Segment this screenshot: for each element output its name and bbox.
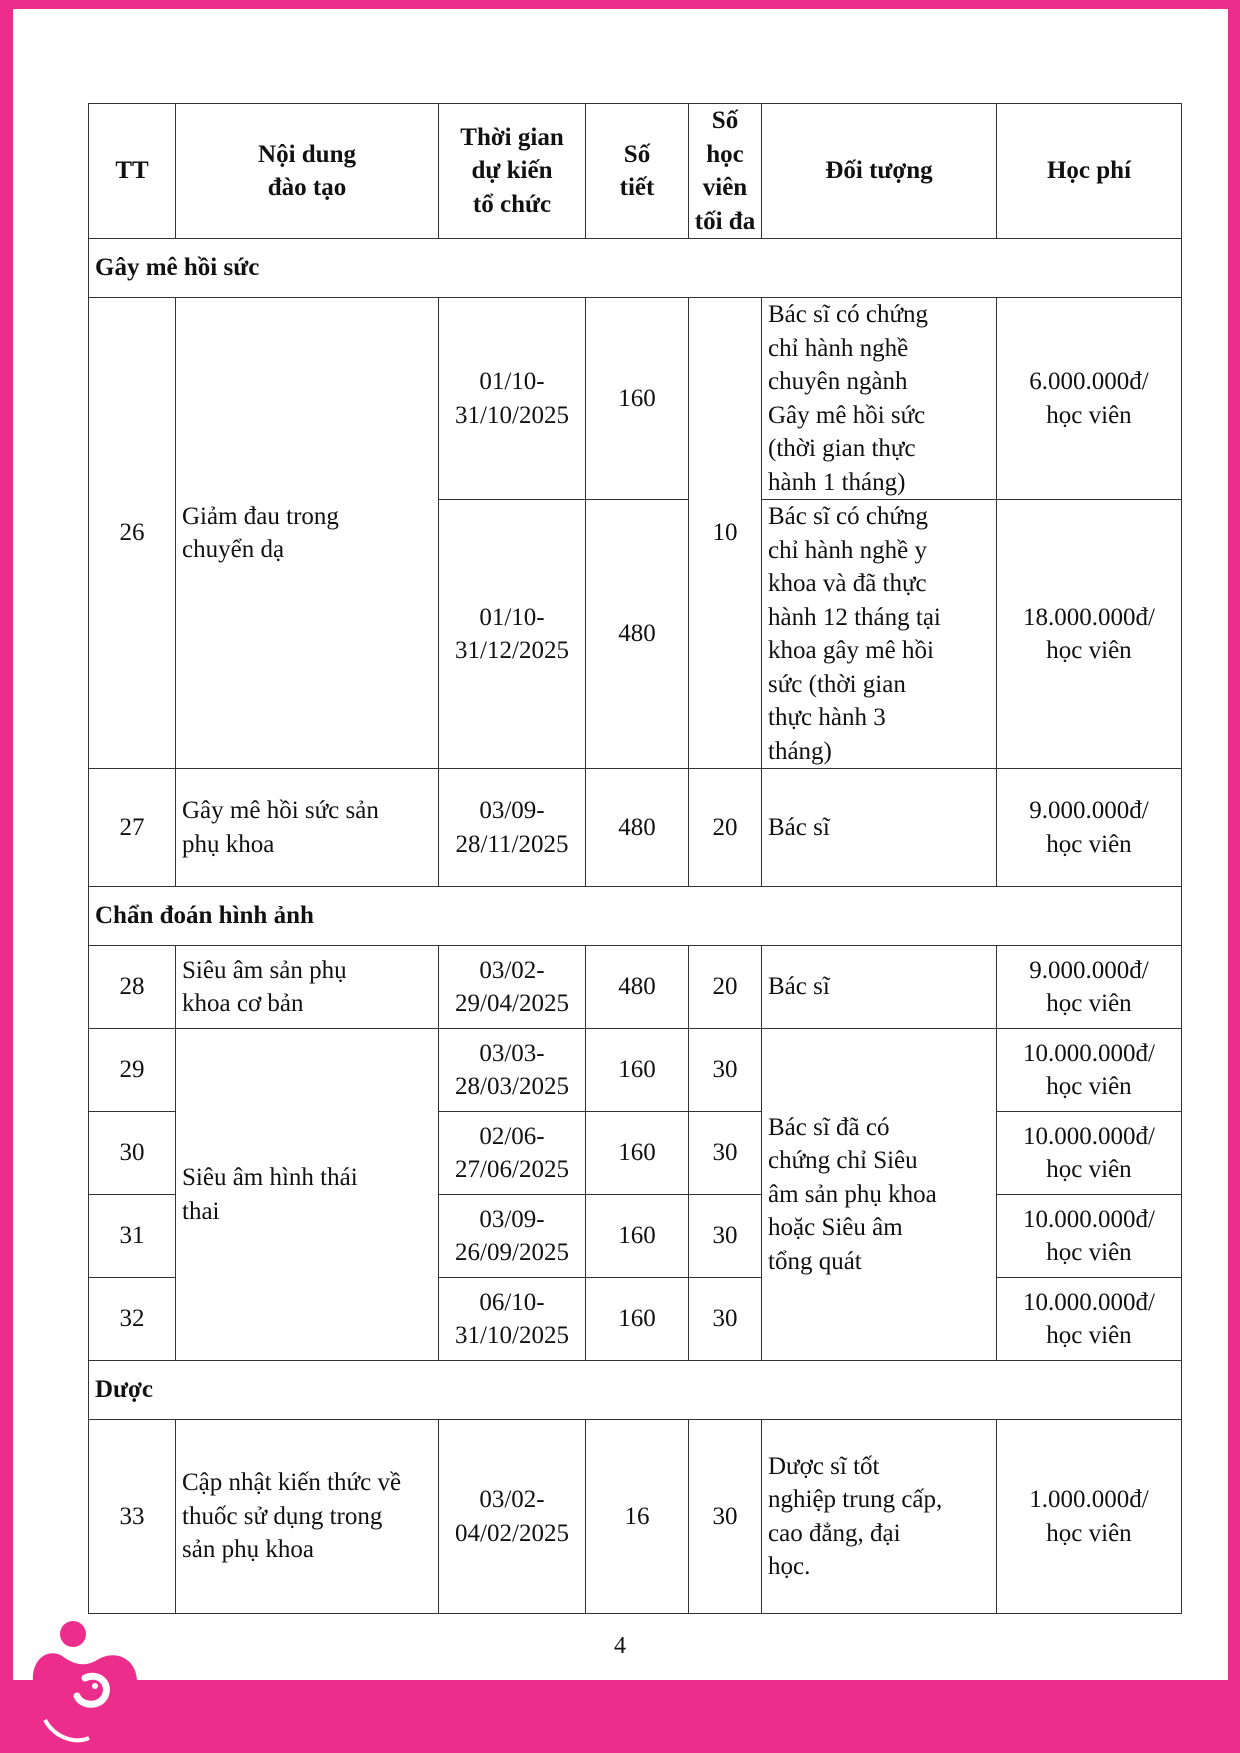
cell-tt: 27 [89, 769, 176, 887]
cell-hoc-phi: 10.000.000đ/ học viên [997, 1278, 1182, 1361]
cell-so-hoc-vien: 30 [689, 1112, 762, 1195]
cell-hoc-phi: 18.000.000đ/ học viên [997, 500, 1182, 769]
cell-noi-dung: Gây mê hồi sức sản phụ khoa [176, 769, 439, 887]
cell-doi-tuong: Bác sĩ có chứng chỉ hành nghề y khoa và đã thực hành 12 tháng tại khoa gây mê hồi sức (thời gian thực hành 3 tháng) [762, 500, 997, 769]
cell-doi-tuong: Bác sĩ đã có chứng chỉ Siêu âm sản phụ khoa hoặc Siêu âm tổng quát [762, 1029, 997, 1361]
cell-thoi-gian: 02/06- 27/06/2025 [439, 1112, 586, 1195]
cell-so-tiet: 160 [586, 298, 689, 500]
hospital-logo-icon [25, 1620, 145, 1750]
section-title: Gây mê hồi sức [89, 239, 1182, 298]
cell-thoi-gian: 06/10- 31/10/2025 [439, 1278, 586, 1361]
cell-hoc-phi: 9.000.000đ/ học viên [997, 769, 1182, 887]
cell-thoi-gian: 01/10- 31/12/2025 [439, 500, 586, 769]
cell-hoc-phi: 6.000.000đ/ học viên [997, 298, 1182, 500]
page-frame-left [0, 0, 13, 1753]
cell-thoi-gian: 01/10- 31/10/2025 [439, 298, 586, 500]
table-row [89, 1029, 1182, 1112]
table-row [89, 1420, 1182, 1614]
cell-tt: 33 [89, 1420, 176, 1614]
cell-so-hoc-vien: 30 [689, 1420, 762, 1614]
page-frame-top [0, 0, 1240, 9]
header-so-tiet: Số tiết [586, 104, 689, 239]
section-title: Dược [89, 1361, 1182, 1420]
header-hoc-phi: Học phí [997, 104, 1182, 239]
cell-thoi-gian: 03/03- 28/03/2025 [439, 1029, 586, 1112]
cell-hoc-phi: 9.000.000đ/ học viên [997, 946, 1182, 1029]
cell-noi-dung: Cập nhật kiến thức về thuốc sử dụng trong sản phụ khoa [176, 1420, 439, 1614]
cell-noi-dung: Siêu âm hình thái thai [176, 1029, 439, 1361]
page-frame-right [1228, 0, 1240, 1753]
table-row [89, 946, 1182, 1029]
cell-tt: 29 [89, 1029, 176, 1112]
section-title: Chẩn đoán hình ảnh [89, 887, 1182, 946]
header-so-hoc-vien: Số học viên tối đa [689, 104, 762, 239]
section-row [89, 239, 1182, 298]
cell-noi-dung: Siêu âm sản phụ khoa cơ bản [176, 946, 439, 1029]
cell-thoi-gian: 03/02- 04/02/2025 [439, 1420, 586, 1614]
table-header-row [89, 104, 1182, 239]
cell-so-tiet: 480 [586, 500, 689, 769]
cell-tt: 30 [89, 1112, 176, 1195]
cell-tt: 26 [89, 298, 176, 769]
cell-hoc-phi: 10.000.000đ/ học viên [997, 1029, 1182, 1112]
cell-hoc-phi: 10.000.000đ/ học viên [997, 1112, 1182, 1195]
cell-so-hoc-vien: 30 [689, 1278, 762, 1361]
cell-hoc-phi: 1.000.000đ/ học viên [997, 1420, 1182, 1614]
cell-doi-tuong: Bác sĩ [762, 769, 997, 887]
page-number: 4 [614, 1633, 626, 1659]
training-schedule-table [88, 103, 1182, 1614]
header-doi-tuong: Đối tượng [762, 104, 997, 239]
cell-so-tiet: 480 [586, 946, 689, 1029]
cell-thoi-gian: 03/09- 26/09/2025 [439, 1195, 586, 1278]
header-thoi-gian: Thời gian dự kiến tổ chức [439, 104, 586, 239]
cell-so-hoc-vien: 20 [689, 946, 762, 1029]
header-tt: TT [89, 104, 176, 239]
cell-doi-tuong: Bác sĩ có chứng chỉ hành nghề chuyên ngành Gây mê hồi sức (thời gian thực hành 1 tháng) [762, 298, 997, 500]
page-frame-bottom [0, 1680, 1240, 1753]
cell-doi-tuong: Bác sĩ [762, 946, 997, 1029]
cell-hoc-phi: 10.000.000đ/ học viên [997, 1195, 1182, 1278]
cell-so-tiet: 160 [586, 1195, 689, 1278]
header-noi-dung: Nội dung đào tạo [176, 104, 439, 239]
cell-so-hoc-vien: 30 [689, 1029, 762, 1112]
table-row [89, 298, 1182, 500]
cell-so-tiet: 160 [586, 1029, 689, 1112]
cell-so-tiet: 16 [586, 1420, 689, 1614]
cell-so-hoc-vien: 30 [689, 1195, 762, 1278]
cell-thoi-gian: 03/02- 29/04/2025 [439, 946, 586, 1029]
cell-so-hoc-vien: 20 [689, 769, 762, 887]
cell-so-tiet: 160 [586, 1278, 689, 1361]
cell-tt: 28 [89, 946, 176, 1029]
cell-doi-tuong: Dược sĩ tốt nghiệp trung cấp, cao đẳng, đại học. [762, 1420, 997, 1614]
table-row [89, 769, 1182, 887]
cell-so-tiet: 480 [586, 769, 689, 887]
cell-thoi-gian: 03/09- 28/11/2025 [439, 769, 586, 887]
cell-so-hoc-vien: 10 [689, 298, 762, 769]
section-row [89, 1361, 1182, 1420]
cell-tt: 31 [89, 1195, 176, 1278]
cell-tt: 32 [89, 1278, 176, 1361]
cell-so-tiet: 160 [586, 1112, 689, 1195]
section-row [89, 887, 1182, 946]
cell-noi-dung: Giảm đau trong chuyển dạ [176, 298, 439, 769]
